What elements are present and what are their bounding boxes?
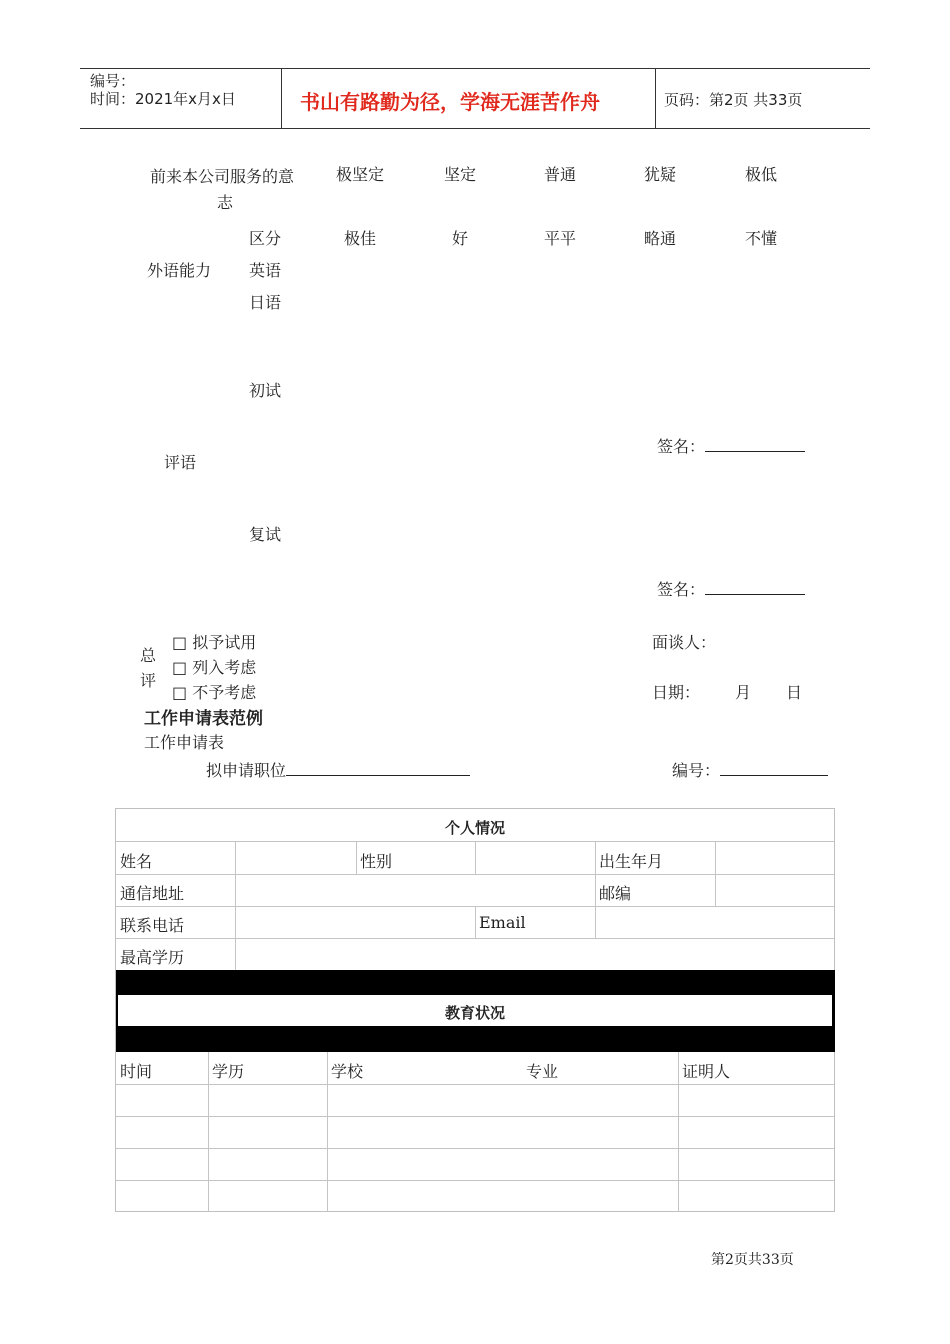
edu-col-degree: 学历 <box>212 1062 245 1081</box>
signature-label: 签名： <box>657 437 706 456</box>
col-divider <box>475 841 476 874</box>
col-divider <box>208 1052 209 1212</box>
gender-label: 性别 <box>360 852 393 871</box>
education-label: 最高学历 <box>120 948 185 967</box>
first-interview-label: 初试 <box>249 381 282 400</box>
lang-label: 外语能力 <box>147 261 212 280</box>
address-label: 通信地址 <box>120 884 185 903</box>
col-divider <box>715 841 716 906</box>
date-label: 日期： <box>652 683 701 702</box>
serial-label: 编号： <box>90 72 136 90</box>
intent-option: 极低 <box>745 165 778 184</box>
col-divider <box>678 1052 679 1212</box>
edu-col-reference: 证明人 <box>682 1062 731 1081</box>
row-divider <box>116 1180 834 1181</box>
row-divider <box>116 874 834 875</box>
number-label: 编号： <box>672 761 721 780</box>
header-top-rule <box>80 68 870 69</box>
lang-level: 好 <box>452 229 469 248</box>
signature-second <box>657 577 805 600</box>
edu-col-major: 专业 <box>526 1062 559 1081</box>
name-label: 姓名 <box>120 852 153 871</box>
row-divider <box>116 1148 834 1149</box>
overall-label-cont: 评 <box>140 671 157 690</box>
intent-option: 坚定 <box>444 165 477 184</box>
phone-label: 联系电话 <box>120 916 185 935</box>
edu-header: 教育状况 <box>444 1004 505 1022</box>
birth-label: 出生年月 <box>599 852 664 871</box>
application-table <box>115 808 835 1212</box>
comment-label: 评语 <box>164 453 197 472</box>
postcode-label: 邮编 <box>599 884 632 903</box>
signature-line[interactable] <box>705 580 805 595</box>
signature-line[interactable] <box>705 437 805 452</box>
option-trial-checkbox[interactable]: □ 拟予试用 <box>172 633 257 652</box>
col-divider <box>327 1052 328 1212</box>
intent-option: 犹疑 <box>644 165 677 184</box>
col-divider <box>235 841 236 970</box>
col-divider <box>595 841 596 938</box>
month-label: 月 <box>735 683 752 702</box>
col-divider <box>475 906 476 938</box>
edu-col-school: 学校 <box>331 1062 364 1081</box>
lang-english: 英语 <box>249 261 282 280</box>
edu-col-time: 时间 <box>120 1062 153 1081</box>
time-label: 时间：2021年x月x日 <box>90 90 236 108</box>
lang-distinguish: 区分 <box>249 229 282 248</box>
position-field <box>206 758 470 781</box>
intent-option: 普通 <box>544 165 577 184</box>
footer-page-info: 第2页共33页 <box>711 1252 794 1268</box>
option-consider-checkbox[interactable]: □ 列入考虑 <box>172 658 257 677</box>
lang-japanese: 日语 <box>249 293 282 312</box>
lang-level: 不懂 <box>745 229 778 248</box>
lang-level: 极佳 <box>344 229 377 248</box>
intent-label-cont: 志 <box>217 193 234 212</box>
header-divider <box>281 68 282 128</box>
signature-label: 签名： <box>657 580 706 599</box>
col-divider <box>356 841 357 874</box>
row-divider <box>116 1084 834 1085</box>
email-label: Email <box>479 913 526 932</box>
intent-option: 极坚定 <box>336 165 385 184</box>
intent-label: 前来本公司服务的意 <box>150 167 295 186</box>
interviewer-label: 面谈人： <box>652 633 717 652</box>
row-divider <box>116 1116 834 1117</box>
header-divider <box>655 68 656 128</box>
lang-level: 略通 <box>644 229 677 248</box>
option-reject-checkbox[interactable]: □ 不予考虑 <box>172 683 257 702</box>
lang-level: 平平 <box>544 229 577 248</box>
signature-first <box>657 434 805 457</box>
header-motto: 书山有路勤为径，学海无涯苦作舟 <box>300 90 600 114</box>
header-bottom-rule <box>80 128 870 129</box>
form-title: 工作申请表 <box>144 733 225 752</box>
personal-header: 个人情况 <box>444 819 505 837</box>
overall-label: 总 <box>140 646 157 665</box>
number-input[interactable] <box>720 761 828 776</box>
position-label: 拟申请职位 <box>206 761 287 780</box>
position-input[interactable] <box>286 761 470 776</box>
day-label: 日 <box>786 683 803 702</box>
section-title: 工作申请表范例 <box>144 709 263 729</box>
header-page-info: 页码：第2页 共33页 <box>664 91 803 109</box>
number-field <box>672 758 828 781</box>
row-divider <box>116 938 834 939</box>
second-interview-label: 复试 <box>249 525 282 544</box>
